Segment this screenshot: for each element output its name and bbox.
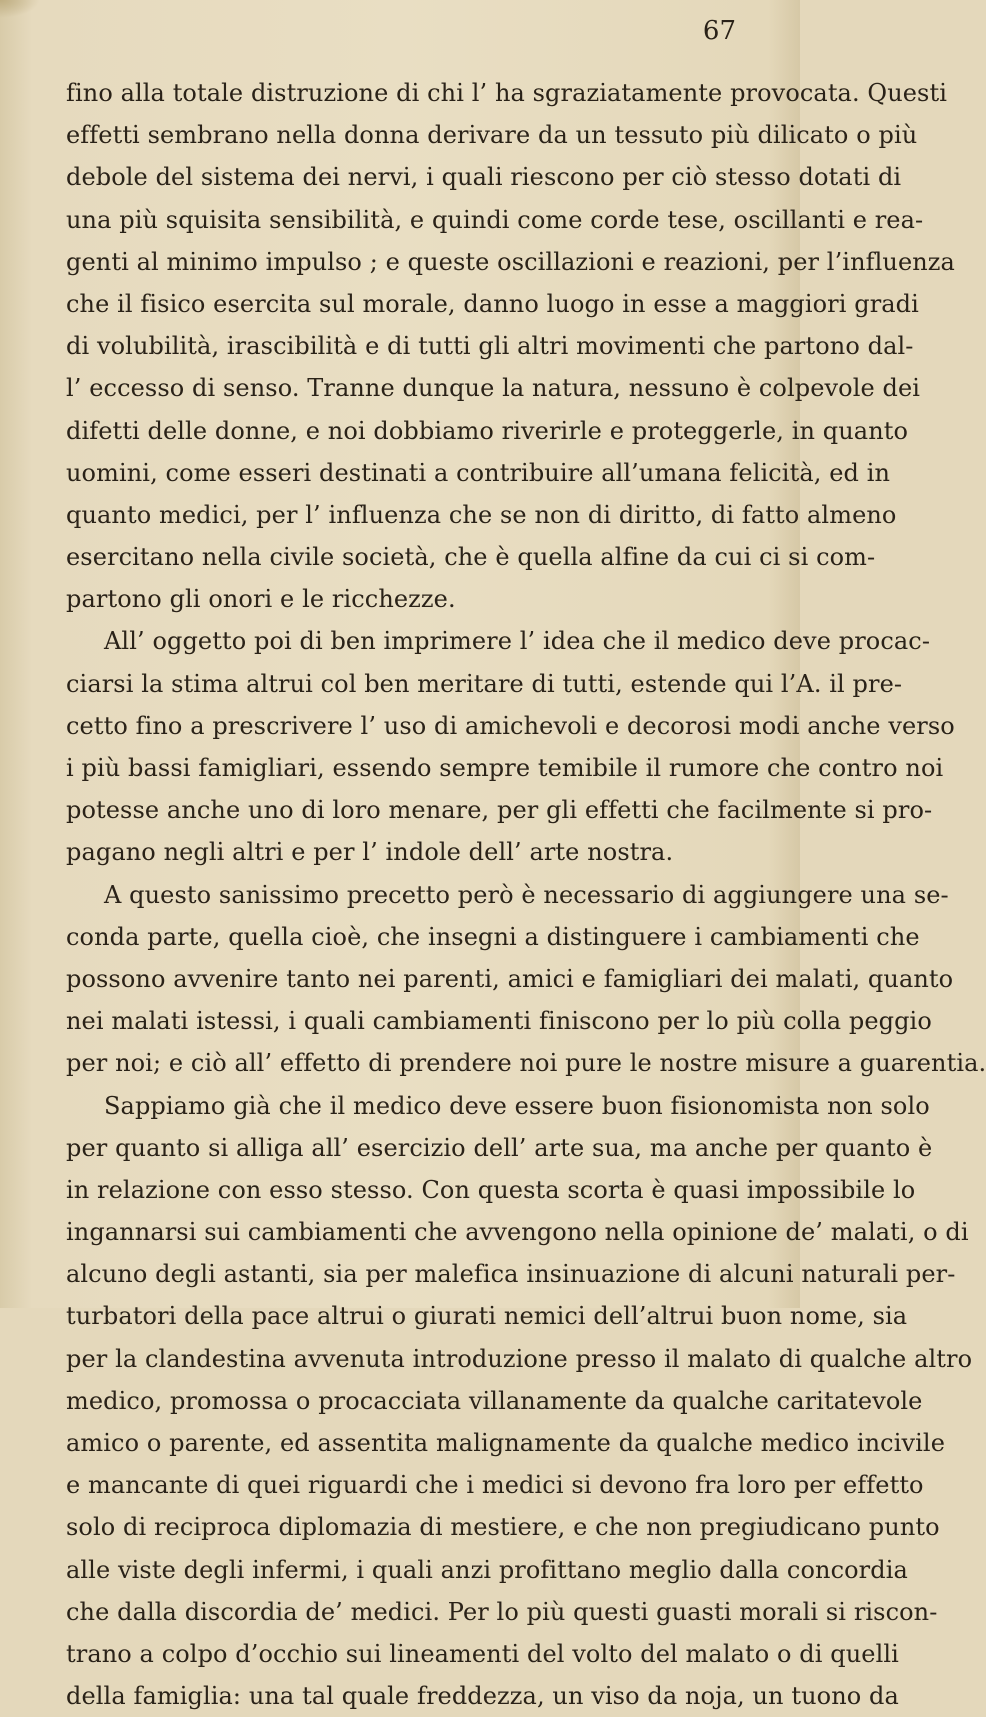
paper-stain <box>0 0 40 18</box>
text-line: per quanto si alliga all’ esercizio dell’ arte sua, ma anche per quanto è <box>66 1133 933 1162</box>
text-line: pagano negli altri e per l’ indole dell’ arte nostra. <box>66 838 674 867</box>
text-line: che dalla discordia de’ medici. Per lo più questi guasti morali si riscon- <box>66 1597 938 1626</box>
text-line: turbatori della pace altrui o giurati nemici dell’altrui buon nome, sia <box>66 1302 908 1331</box>
text-line: A questo sanissimo precetto però è necessario di aggiungere una se- <box>104 880 949 909</box>
text-line: medico, promossa o procacciata villanamente da qualche caritatevole <box>66 1386 923 1415</box>
text-line: ciarsi la stima altrui col ben meritare di tutti, estende qui l’A. il pre- <box>66 669 903 698</box>
text-line: potesse anche uno di loro menare, per gli effetti che facilmente si pro- <box>66 796 933 825</box>
text-line: ingannarsi sui cambiamenti che avvengono nella opinione de’ malati, o di <box>66 1218 969 1247</box>
text-line: i più bassi famigliari, essendo sempre temibile il rumore che contro noi <box>66 754 944 782</box>
text-line: fino alla totale distruzione di chi l’ ha sgraziatamente provocata. Questi <box>66 79 947 107</box>
text-line: partono gli onori e le ricchezze. <box>66 585 456 614</box>
text-line: alcuno degli astanti, sia per malefica insinuazione di alcuni naturali per- <box>66 1260 956 1289</box>
text-line: amico o parente, ed assentita malignamente da qualche medico incivile <box>66 1429 946 1457</box>
text-line: cetto fino a prescrivere l’ uso di amichevoli e decorosi modi anche verso <box>66 711 955 740</box>
text-line: di volubilità, irascibilità e di tutti gli altri movimenti che partono dal- <box>66 332 914 361</box>
body-text <box>66 72 986 1717</box>
text-line: per la clandestina avvenuta introduzione presso il malato di qualche altro <box>66 1344 973 1373</box>
text-line: possono avvenire tanto nei parenti, amici e famigliari dei malati, quanto <box>66 964 954 993</box>
text-line: una più squisita sensibilità, e quindi come corde tese, oscillanti e rea- <box>66 205 924 234</box>
text-line: Sappiamo già che il medico deve essere buon fisionomista non solo <box>104 1091 930 1120</box>
text-line: esercitano nella civile società, che è quella alfine da cui ci si com- <box>66 543 876 572</box>
text-line: quanto medici, per l’ influenza che se non di diritto, di fatto almeno <box>66 500 897 529</box>
text-line: effetti sembrano nella donna derivare da un tessuto più dilicato o più <box>66 121 918 150</box>
text-line: trano a colpo d’occhio sui lineamenti del volto del malato o di quelli <box>66 1639 899 1668</box>
text-line: e mancante di quei riguardi che i medici si devono fra loro per effetto <box>66 1471 924 1500</box>
text-line: uomini, come esseri destinati a contribuire all’umana felicità, ed in <box>66 458 891 487</box>
text-line: All’ oggetto poi di ben imprimere l’ idea che il medico deve procac- <box>104 627 931 656</box>
text-line: alle viste degli infermi, i quali anzi profittano meglio dalla concordia <box>66 1555 908 1584</box>
text-line: genti al minimo impulso ; e queste oscillazioni e reazioni, per l’influenza <box>66 247 955 276</box>
text-line: per noi; e ciò all’ effetto di prendere noi pure le nostre misure a guarentia. <box>66 1049 986 1078</box>
text-line: debole del sistema dei nervi, i quali riescono per ciò stesso dotati di <box>66 163 902 192</box>
text-line: nei malati istessi, i quali cambiamenti finiscono per lo più colla peggio <box>66 1007 932 1036</box>
text-line: in relazione con esso stesso. Con questa scorta è quasi impossibile lo <box>66 1175 916 1204</box>
text-line: che il fisico esercita sul morale, danno luogo in esse a maggiori gradi <box>66 289 919 318</box>
text-line: conda parte, quella cioè, che insegni a distinguere i cambiamenti che <box>66 922 920 951</box>
text-line: l’ eccesso di senso. Tranne dunque la natura, nessuno è colpevole dei <box>66 374 921 403</box>
text-line: solo di reciproca diplomazia di mestiere, e che non pregiudicano punto <box>66 1513 940 1542</box>
page-number: 67 <box>702 16 736 46</box>
text-line: della famiglia: una tal quale freddezza, un viso da noja, un tuono da <box>66 1682 899 1711</box>
text-line: difetti delle donne, e noi dobbiamo riverirle e proteggerle, in quanto <box>66 416 909 445</box>
